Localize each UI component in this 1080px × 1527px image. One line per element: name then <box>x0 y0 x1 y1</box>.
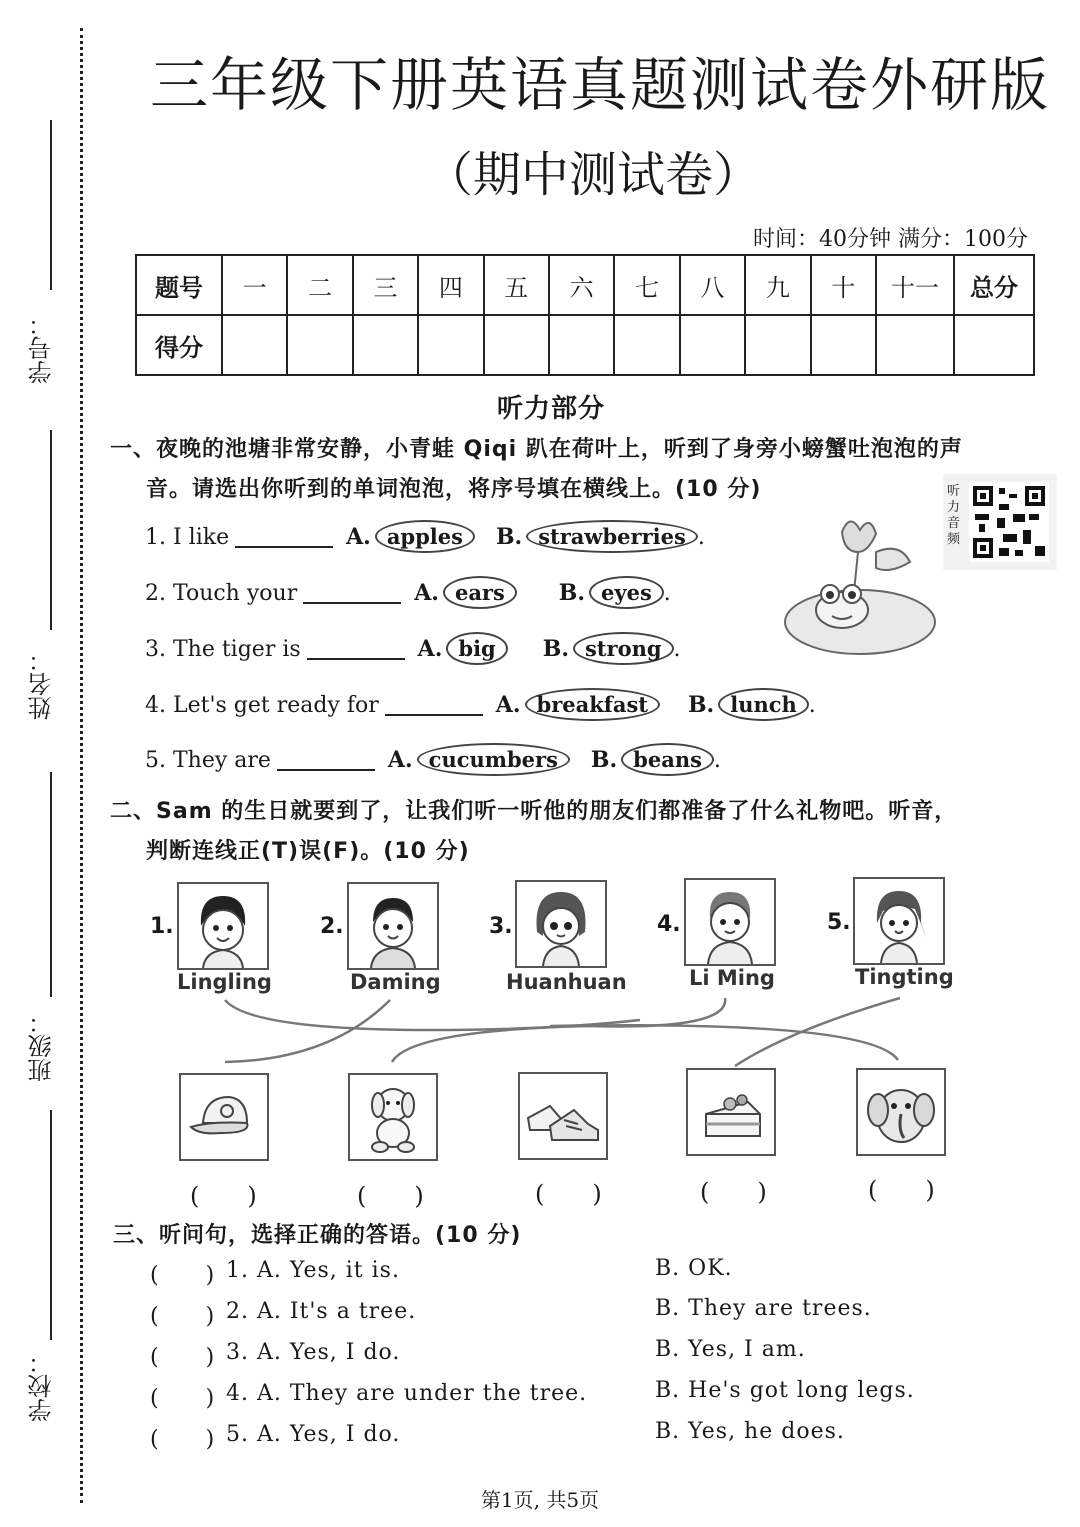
shoes-icon <box>518 1072 608 1160</box>
answer-blank[interactable] <box>385 714 483 716</box>
s3-option-b: B. He's got long legs. <box>655 1378 915 1403</box>
option-a-label: A. <box>387 747 413 773</box>
qr-label: 听力音频 <box>947 484 961 547</box>
score-cell[interactable] <box>418 315 483 375</box>
score-cell[interactable] <box>353 315 418 375</box>
s3-option-a: 3. A. Yes, I do. <box>226 1340 401 1365</box>
friend-number: 2. <box>320 914 344 939</box>
friend-number: 5. <box>827 910 851 935</box>
score-table <box>135 254 1035 376</box>
score-header-cell: 四 <box>418 255 483 315</box>
score-cell[interactable] <box>954 315 1034 375</box>
s3-option-b: B. They are trees. <box>655 1296 872 1321</box>
binding-dotted-line <box>80 28 83 1503</box>
time-info: 时间：40分钟 满分：100分 <box>753 227 1028 252</box>
option-a-bubble: breakfast <box>525 688 660 721</box>
end-period: . <box>697 525 705 550</box>
score-header-cell: 五 <box>484 255 549 315</box>
score-cell[interactable] <box>549 315 614 375</box>
tf-answer-paren[interactable]: ( ) <box>357 1182 424 1210</box>
s1-question-2 <box>145 576 671 609</box>
end-period: . <box>713 748 721 773</box>
s3-option-b: B. Yes, he does. <box>655 1419 845 1444</box>
name-label: 姓名： <box>28 648 56 720</box>
option-b-bubble: strawberries <box>526 520 698 553</box>
option-a-label: A. <box>414 580 439 606</box>
score-cell[interactable] <box>876 315 954 375</box>
s1-stem: 2. Touch your <box>145 581 298 606</box>
tf-answer-paren[interactable]: ( ) <box>868 1176 935 1204</box>
option-b-bubble: beans <box>621 743 714 776</box>
tf-answer-paren[interactable]: ( ) <box>535 1180 602 1208</box>
student-no-label: 学号： <box>28 312 56 384</box>
class-line <box>50 772 52 997</box>
score-cell[interactable] <box>222 315 287 375</box>
tf-answer-paren[interactable]: ( ) <box>700 1178 767 1206</box>
s3-option-a: 4. A. They are under the tree. <box>226 1381 588 1406</box>
student-no-line <box>50 120 52 290</box>
s1-stem: 1. I like <box>145 525 230 550</box>
option-a-bubble: cucumbers <box>417 743 570 776</box>
option-b-label: B. <box>495 524 523 550</box>
end-period: . <box>673 637 681 662</box>
score-header-row <box>136 255 1034 315</box>
class-label: 班级： <box>28 1010 56 1082</box>
score-cell[interactable] <box>287 315 352 375</box>
section1-title-line2: 音。请选出你听到的单词泡泡，将序号填在横线上。(10 分) <box>146 477 762 502</box>
answer-blank[interactable] <box>303 602 401 604</box>
s1-stem: 4. Let's get ready for <box>145 693 379 718</box>
score-cell[interactable] <box>811 315 876 375</box>
answer-blank[interactable] <box>307 658 405 660</box>
section1-title-line1: 一、夜晚的池塘非常安静，小青蛙 Qiqi 趴在荷叶上，听到了身旁小螃蟹吐泡泡的声 <box>110 437 963 462</box>
s1-question-5 <box>145 743 721 776</box>
s1-question-4 <box>145 688 816 721</box>
score-header-cell: 六 <box>549 255 614 315</box>
girl-portrait-icon <box>177 882 269 970</box>
answer-blank[interactable] <box>277 769 375 771</box>
score-cell[interactable] <box>680 315 745 375</box>
score-header-cell: 十一 <box>876 255 954 315</box>
option-b-label: B. <box>687 692 715 718</box>
cake-icon <box>686 1068 776 1156</box>
section3-title: 三、听问句，选择正确的答语。(10 分) <box>113 1223 522 1248</box>
option-a-label: A. <box>495 692 521 718</box>
school-line <box>50 1110 52 1340</box>
elephant-bag-icon <box>856 1068 946 1156</box>
s1-question-3 <box>145 632 681 665</box>
page-subtitle: （期中测试卷） <box>425 147 762 203</box>
friend-number: 1. <box>150 914 174 939</box>
friend-number: 3. <box>489 914 513 939</box>
s1-stem: 5. They are <box>145 748 271 773</box>
option-b-bubble: lunch <box>718 688 809 721</box>
s3-answer-paren[interactable]: ( ) <box>150 1304 216 1329</box>
s3-answer-paren[interactable]: ( ) <box>150 1427 216 1452</box>
listening-title: 听力部分 <box>497 394 606 424</box>
s3-option-a: 1. A. Yes, it is. <box>226 1258 400 1283</box>
friend-name: Daming <box>350 970 441 994</box>
matching-lines <box>170 990 950 1070</box>
option-b-bubble: strong <box>573 632 674 665</box>
boy-portrait-icon <box>347 882 439 970</box>
option-b-label: B. <box>558 580 586 606</box>
end-period: . <box>808 693 816 718</box>
tf-answer-paren[interactable]: ( ) <box>190 1182 257 1210</box>
s3-answer-paren[interactable]: ( ) <box>150 1263 216 1288</box>
name-line <box>50 430 52 630</box>
page-title: 三年级下册英语真题测试卷外研版 <box>150 51 1051 119</box>
school-label: 学校： <box>28 1350 56 1422</box>
option-a-label: A. <box>346 524 371 550</box>
frog-on-lilypad-illustration <box>780 512 940 662</box>
score-header-cell: 九 <box>745 255 810 315</box>
score-header-cell: 十 <box>811 255 876 315</box>
score-cell[interactable] <box>614 315 679 375</box>
option-a-bubble: apples <box>375 520 475 553</box>
option-a-label: A. <box>417 636 443 662</box>
s3-answer-paren[interactable]: ( ) <box>150 1345 216 1370</box>
section2-title-line2: 判断连线正(T)误(F)。(10 分) <box>146 839 470 864</box>
option-a-bubble: ears <box>443 576 517 609</box>
score-header-cell: 总分 <box>954 255 1034 315</box>
friend-name: Tingting <box>855 965 954 989</box>
score-header-cell: 八 <box>680 255 745 315</box>
s3-option-a: 2. A. It's a tree. <box>226 1299 417 1324</box>
girl-portrait-icon <box>515 880 607 968</box>
s3-option-b: B. Yes, I am. <box>655 1337 806 1362</box>
s3-answer-paren[interactable]: ( ) <box>150 1386 216 1411</box>
friend-number: 4. <box>657 912 681 937</box>
option-a-bubble: big <box>446 632 507 665</box>
boy-portrait-icon <box>684 878 776 966</box>
friend-name: Huanhuan <box>506 970 627 994</box>
section2-title-line1: 二、Sam 的生日就要到了，让我们听一听他的朋友们都准备了什么礼物吧。听音， <box>110 799 958 824</box>
cap-icon <box>179 1073 269 1161</box>
friend-name: Lingling <box>177 970 272 994</box>
option-b-bubble: eyes <box>589 576 664 609</box>
answer-blank[interactable] <box>235 546 333 548</box>
score-header-cell: 三 <box>353 255 418 315</box>
toy-dog-icon <box>348 1073 438 1161</box>
score-header-cell: 题号 <box>136 255 222 315</box>
s1-question-1 <box>145 520 705 553</box>
end-period: . <box>663 581 671 606</box>
score-cell[interactable] <box>745 315 810 375</box>
score-value-row <box>136 315 1034 375</box>
option-b-label: B. <box>590 747 618 773</box>
s1-stem: 3. The tiger is <box>145 637 301 662</box>
score-cell[interactable] <box>484 315 549 375</box>
score-row-label: 得分 <box>136 315 222 375</box>
s3-option-a: 5. A. Yes, I do. <box>226 1422 401 1447</box>
s3-option-b: B. OK. <box>655 1256 733 1281</box>
friend-name: Li Ming <box>689 966 775 990</box>
page-footer: 第1页, 共5页 <box>480 1488 600 1512</box>
option-b-label: B. <box>542 636 569 662</box>
score-header-cell: 七 <box>614 255 679 315</box>
score-header-cell: 一 <box>222 255 287 315</box>
girl-portrait-icon <box>853 877 945 965</box>
score-header-cell: 二 <box>287 255 352 315</box>
